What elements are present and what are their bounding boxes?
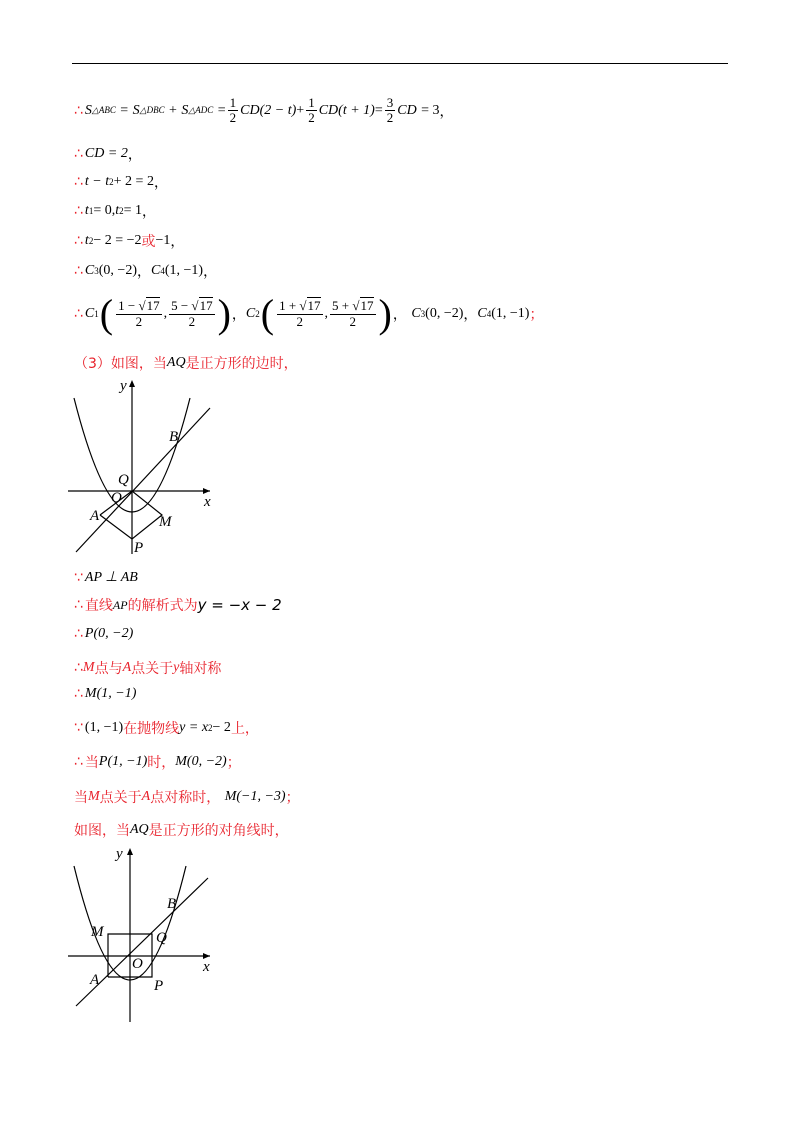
line-all-c-points: ∴ C 1 ( $\frac{1 - √17}{2}$ , $\frac{5 - √17}{2}$ ) ， C 2 ( $\frac{1 + √17}{2}$ , $\frac{5 + √17}{2}$ ) ， C 3 (0, −2) ， C 4 (1, −1) ； xyxy=(74,291,544,336)
fraction: $\frac{1 + √17}{2}$ xyxy=(279,298,321,329)
line-symmetry-y: ∴ M 点与 A 点关于 y 轴对称 xyxy=(74,660,222,677)
label-y: y xyxy=(120,378,127,394)
line-on-parabola: ∵ (1, −1) 在抛物线 y = x 2 − 2 上， xyxy=(74,720,259,737)
therefore-symbol: ∴ xyxy=(74,754,83,770)
line-m-point: ∴ M(1, −1) xyxy=(74,686,137,702)
y-arrow-icon xyxy=(127,848,133,855)
line-case-p: ∴ 当 P(1, −1) 时， M(0, −2) ； xyxy=(74,754,241,771)
line-p-point: ∴ P(0, −2) xyxy=(74,626,134,642)
header-rule xyxy=(72,63,728,64)
fraction: $\frac{1}{2}$ xyxy=(308,95,315,126)
therefore-symbol: ∴ xyxy=(74,597,83,613)
figure-1 xyxy=(66,376,226,558)
fraction: $\frac{1}{2}$ xyxy=(229,95,237,126)
line-equation-t: ∴ t − t 2 + 2 = 2 ， xyxy=(74,174,168,191)
label-x: x xyxy=(203,959,210,975)
label-a: A xyxy=(90,508,100,524)
label-o: O xyxy=(132,956,143,972)
label-q: Q xyxy=(118,472,129,488)
because-symbol: ∵ xyxy=(74,720,83,736)
therefore-symbol: ∴ xyxy=(74,174,83,190)
line-part3-heading: （3）如图，当 AQ 是正方形的边时， xyxy=(74,355,298,372)
fraction: $\frac{1 - √17}{2}$ xyxy=(118,298,160,329)
fraction: $\frac{5 + √17}{2}$ xyxy=(332,298,374,329)
line-t-values: ∴ t 1 = 0, t 2 = 1 ， xyxy=(74,203,157,220)
y-arrow-icon xyxy=(129,380,135,387)
line-area-sum: ∴ S △ABC = S △DBC + S △ADC = $\frac{1}{2}$ CD (2 − t) + $\frac{1}{2}$ CD (t + 1) = $\frac{3}{2}$ CD = 3 ， xyxy=(74,95,454,126)
therefore-symbol: ∴ xyxy=(74,306,83,322)
because-symbol: ∵ xyxy=(74,569,83,586)
line-t-squared: ∴ t 2 − 2 = −2 或 −1 ， xyxy=(74,233,185,250)
fraction: $\frac{5 - √17}{2}$ xyxy=(171,298,213,329)
label-b: B xyxy=(167,896,177,912)
label-p: P xyxy=(134,540,144,556)
label-b: B xyxy=(169,429,179,445)
therefore-symbol: ∴ xyxy=(74,146,83,162)
therefore-symbol: ∴ xyxy=(74,233,83,249)
figure-2 xyxy=(66,844,226,1026)
line-case-symmetric-a: 当 M 点关于 A 点对称时， M(−1, −3) ； xyxy=(74,789,300,806)
line-perpendicular: ∵ AP ⊥ AB xyxy=(74,569,138,586)
label-a: A xyxy=(90,972,100,988)
label-x: x xyxy=(204,494,211,510)
line-c3-c4: ∴ C 3 (0, −2) ， C 4 (1, −1) ， xyxy=(74,263,218,280)
label-p: P xyxy=(154,978,164,994)
label-y: y xyxy=(116,846,123,862)
therefore-symbol: ∴ xyxy=(74,263,83,279)
line-cd: ∴ CD = 2 ， xyxy=(74,146,142,163)
line-ap-equation: ∴ 直线 AP 的解析式为 y = −x − 2 xyxy=(74,596,282,614)
therefore-symbol: ∴ xyxy=(74,686,83,702)
label-m: M xyxy=(91,924,104,940)
label-m: M xyxy=(159,514,172,530)
label-q: Q xyxy=(156,930,167,946)
fraction: $\frac{3}{2}$ xyxy=(386,95,394,126)
therefore-symbol: ∴ xyxy=(74,626,83,642)
line-diagonal-heading: 如图，当 AQ 是正方形的对角线时， xyxy=(74,822,289,839)
therefore-symbol: ∴ xyxy=(74,102,83,119)
label-o: O xyxy=(111,490,122,506)
therefore-symbol: ∴ xyxy=(74,203,83,219)
